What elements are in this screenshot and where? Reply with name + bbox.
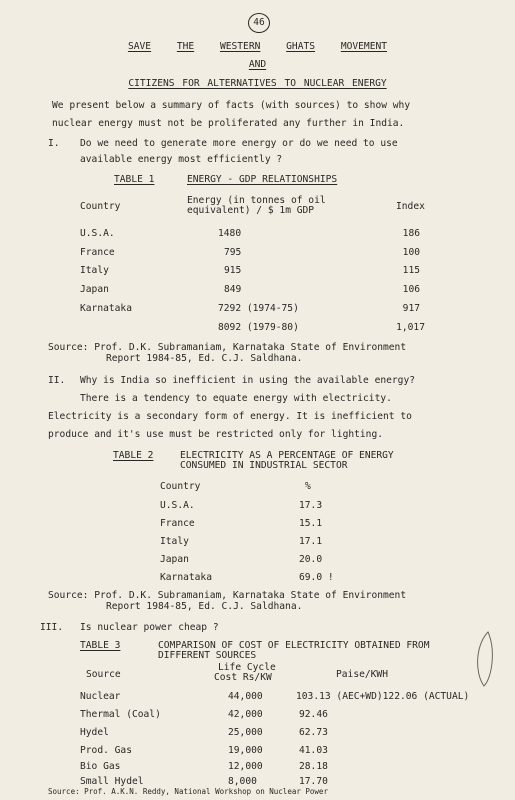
table-cell: 103.13 (AEC+WD)122.06 (ACTUAL) <box>296 691 470 702</box>
source-line: Source: Prof. A.K.N. Reddy, National Workshop on Nuclear Power <box>48 787 328 796</box>
table-cell: Bio Gas <box>80 761 121 772</box>
paragraph-line: produce and it's use must be restricted only for lighting. <box>48 429 384 440</box>
table-cell: 849 <box>224 284 242 295</box>
table-cell: Nuclear <box>80 691 121 702</box>
table-cell: 17.70 <box>299 776 328 787</box>
title-word: GHATS <box>286 41 316 52</box>
title-conjunction: AND <box>248 59 267 70</box>
column-header: Paise/KWH <box>336 669 388 680</box>
table-cell: 1,017 <box>396 322 425 333</box>
table-cell: 28.18 <box>299 761 328 772</box>
table-cell: 25,000 <box>228 727 263 738</box>
intro-line: We present below a summary of facts (with sources) to show why <box>52 100 411 111</box>
table-cell: 1480 <box>218 228 242 239</box>
table-cell: 92.46 <box>299 709 328 720</box>
table-cell: France <box>80 247 115 258</box>
table-title: ENERGY - GDP RELATIONSHIPS <box>187 174 338 185</box>
intro-line: nuclear energy must not be proliferated any further in India. <box>52 118 405 129</box>
table-cell: 19,000 <box>228 745 263 756</box>
column-header: Life Cycle <box>218 662 276 673</box>
table-cell: 106 <box>402 284 420 295</box>
table-cell: 17.1 <box>299 536 323 547</box>
table-cell: 915 <box>224 265 242 276</box>
table-cell: U.S.A. <box>160 500 195 511</box>
column-header: % <box>305 481 311 492</box>
column-header: equivalent) / $ 1m GDP <box>187 205 315 216</box>
table-cell: 8,000 <box>228 776 257 787</box>
table-cell: 69.0 ! <box>299 572 334 583</box>
column-header: Index <box>396 201 425 212</box>
table-cell: 17.3 <box>299 500 323 511</box>
section-number: I. <box>48 138 60 149</box>
table-cell: 100 <box>402 247 420 258</box>
column-header: Cost Rs/KW <box>214 672 272 683</box>
title-word: MOVEMENT <box>340 41 388 52</box>
column-header: Energy (in tonnes of oil <box>187 195 326 206</box>
section-number: II. <box>48 375 66 386</box>
question-line: Why is India so inefficient in using the available energy? <box>80 375 416 386</box>
question-line: Is nuclear power cheap ? <box>80 622 219 633</box>
source-note: Report 1984-85, Ed. C.J. Saldhana. <box>106 353 303 364</box>
table-cell: Small Hydel <box>80 776 144 787</box>
table-cell: 15.1 <box>299 518 323 529</box>
table-cell: 115 <box>402 265 420 276</box>
document-subtitle: CITIZENS FOR ALTERNATIVES TO NUCLEAR ENERGY <box>128 78 387 89</box>
table-cell: Italy <box>80 265 109 276</box>
table-cell: France <box>160 518 195 529</box>
table-cell: Prod. Gas <box>80 745 132 756</box>
column-header: Country <box>160 481 201 492</box>
table-cell: Japan <box>80 284 109 295</box>
title-word: WESTERN <box>219 41 261 52</box>
table-title: DIFFERENT SOURCES <box>158 650 257 661</box>
section-number: III. <box>40 622 64 633</box>
table-cell: 42,000 <box>228 709 263 720</box>
table-cell: Karnataka <box>160 572 212 583</box>
question-line: Do we need to generate more energy or do we need to use <box>80 138 398 149</box>
table-title: ELECTRICITY AS A PERCENTAGE OF ENERGY <box>180 450 394 461</box>
table-title: CONSUMED IN INDUSTRIAL SECTOR <box>180 460 348 471</box>
table-cell: Thermal (Coal) <box>80 709 161 720</box>
title-word: THE <box>176 41 195 52</box>
table-label: TABLE 2 <box>113 450 154 461</box>
source-note: Source: Prof. D.K. Subramaniam, Karnataka State of Environment <box>48 590 407 601</box>
table-cell: 186 <box>402 228 420 239</box>
table-cell: 8092 (1979-80) <box>218 322 299 333</box>
paragraph-line: There is a tendency to equate energy with electricity. <box>80 393 392 404</box>
source-note: Source: Prof. D.K. Subramaniam, Karnataka State of Environment <box>48 342 407 353</box>
source-note: Report 1984-85, Ed. C.J. Saldhana. <box>106 601 303 612</box>
table-cell: Karnataka <box>80 303 132 314</box>
table-label: TABLE 3 <box>80 640 121 651</box>
page-number: 46 <box>248 13 270 33</box>
title-word: SAVE <box>127 41 152 52</box>
table-title: COMPARISON OF COST OF ELECTRICITY OBTAINED FROM <box>158 640 430 651</box>
table-cell: U.S.A. <box>80 228 115 239</box>
column-header: Source <box>86 669 121 680</box>
document-title <box>0 42 515 52</box>
source-note <box>48 788 328 796</box>
column-header: Country <box>80 201 121 212</box>
table-cell: Italy <box>160 536 189 547</box>
paragraph-line: Electricity is a secondary form of energy. It is inefficient to <box>48 411 412 422</box>
table-cell: 7292 (1974-75) <box>218 303 299 314</box>
table-cell: 795 <box>224 247 242 258</box>
table-label: TABLE 1 <box>114 174 155 185</box>
table-cell: Japan <box>160 554 189 565</box>
table-cell: Hydel <box>80 727 109 738</box>
table-cell: 20.0 <box>299 554 323 565</box>
table-cell: 12,000 <box>228 761 263 772</box>
table-cell: 917 <box>402 303 420 314</box>
pen-mark <box>470 630 500 690</box>
question-line: available energy most efficiently ? <box>80 154 283 165</box>
table-cell: 41.03 <box>299 745 328 756</box>
table-cell: 44,000 <box>228 691 263 702</box>
table-cell: 62.73 <box>299 727 328 738</box>
